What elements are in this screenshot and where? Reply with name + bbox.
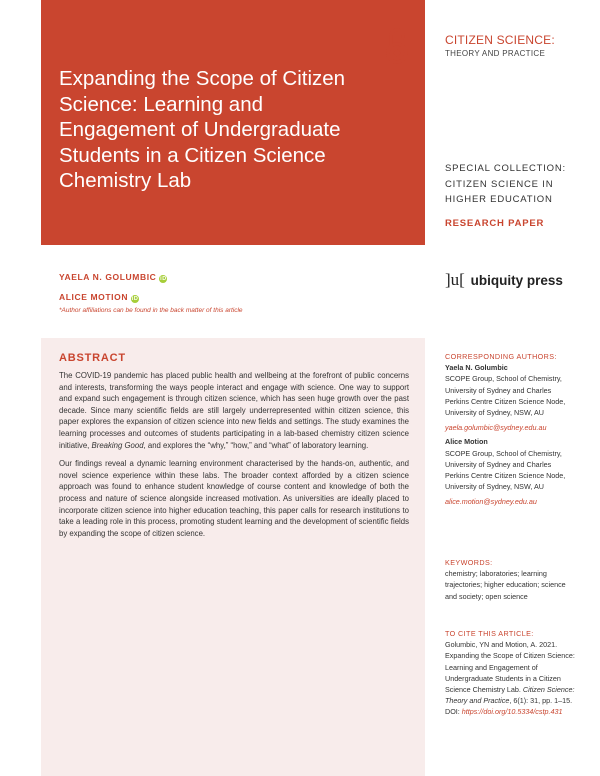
keywords-section xyxy=(445,557,575,602)
collection-line: HIGHER EDUCATION xyxy=(445,194,553,205)
author-name: ALICE MOTION xyxy=(59,292,129,302)
affiliation-note: *Author affiliations can be found in the back matter of this article xyxy=(59,307,243,314)
corresponding-author-email[interactable]: yaela.golumbic@sydney.edu.au xyxy=(445,423,547,433)
orcid-icon[interactable]: iD xyxy=(131,296,139,302)
open-access-icon xyxy=(382,25,412,65)
corresponding-author-name: Alice Motion xyxy=(445,437,488,447)
collection-line: SPECIAL COLLECTION: xyxy=(445,163,566,174)
corresponding-label: CORRESPONDING AUTHORS: xyxy=(445,352,557,361)
doi-link[interactable]: https://doi.org/10.5334/cstp.431 xyxy=(461,707,563,717)
corresponding-author-affiliation: SCOPE Group, School of Chemistry, University of Sydney and Charles Perkins Centre Citizen Science Node, University of Sydney, NSW, AU xyxy=(445,374,566,418)
article-title: Expanding the Scope of Citizen Science: Learning and Engagement of Undergraduate Students in a Citizen Science Chemistry Lab xyxy=(59,67,346,192)
ubiquity-logo-mark: ]u[ xyxy=(445,270,465,289)
author xyxy=(59,289,167,309)
author-list xyxy=(59,269,167,309)
corresponding-authors xyxy=(445,351,575,508)
publisher-logo[interactable] xyxy=(445,270,563,290)
citation-journal: Citizen Science: Theory and Practice xyxy=(445,685,575,706)
abstract-paragraph: The COVID-19 pandemic has placed public health and wellbeing at the forefront of public concerns and interests, transforming the ways people interact and engage with science. One way to support and expand such engagement is through citizen science, which has seen huge growth over the past decade. Since many scientific fields are still largely underrepresented within citizen science, this paper explores the expansion of citizen science into new fields and settings. The study examines the learning processes and outcomes of students participating in a lab-based chemistry citizen science initiative, Breaking Good, and explores the “why,” “how,” and “what” of laboratory learning. xyxy=(59,371,409,450)
corresponding-author-affiliation: SCOPE Group, School of Chemistry, University of Sydney and Charles Perkins Centre Citizen Science Node, University of Sydney, NSW, AU xyxy=(445,448,566,492)
collection-line: CITIZEN SCIENCE IN xyxy=(445,178,554,190)
citation-text: Golumbic, YN and Motion, A. 2021. Expanding the Scope of Citizen Science: Learning and Engagement of Undergraduate Students in a Citizen Science Chemistry Lab. Citizen Science: Theory and Practice, 6(1): 31, pp. 1–15. DOI: https://doi.org/10.5334/cstp.431 xyxy=(445,640,575,717)
corresponding-author-name: Yaela N. Golumbic xyxy=(445,363,508,373)
journal-name: CITIZEN SCIENCE: xyxy=(445,33,555,47)
cite-label: TO CITE THIS ARTICLE: xyxy=(445,629,534,638)
orcid-icon[interactable]: iD xyxy=(160,276,167,282)
citation-section xyxy=(445,628,575,718)
keywords-label: KEYWORDS: xyxy=(445,558,493,567)
author-name: YAELA N. GOLUMBIC xyxy=(59,272,157,282)
project-name: Breaking Good xyxy=(91,440,144,450)
abstract-body xyxy=(59,370,409,546)
author xyxy=(59,269,167,289)
abstract-paragraph: Our findings reveal a dynamic learning environment characterised by the hands-on, authentic, and novel science experience within these labs. The broader context afforded by a citizen science approach was found to enhance student knowledge of course content and knowledge of both the process and nature of science alongside increased motivation. As universities are ideally placed to incorporate citizen science into higher education teaching, this paper calls for research institutions to take a leading role in this process, promoting student learning and the development of scientific fields by expanding the scope of citizen science. xyxy=(59,459,409,538)
paper-type: RESEARCH PAPER xyxy=(445,218,545,229)
special-collection xyxy=(445,161,585,208)
publisher-name: ubiquity press xyxy=(470,273,563,288)
corresponding-author-email[interactable]: alice.motion@sydney.edu.au xyxy=(445,497,537,507)
keywords-text: chemistry; laboratories; learning trajectories; higher education; science and society; open science xyxy=(445,569,566,601)
abstract-heading: ABSTRACT xyxy=(59,352,126,364)
journal-subtitle: THEORY AND PRACTICE xyxy=(445,49,546,58)
